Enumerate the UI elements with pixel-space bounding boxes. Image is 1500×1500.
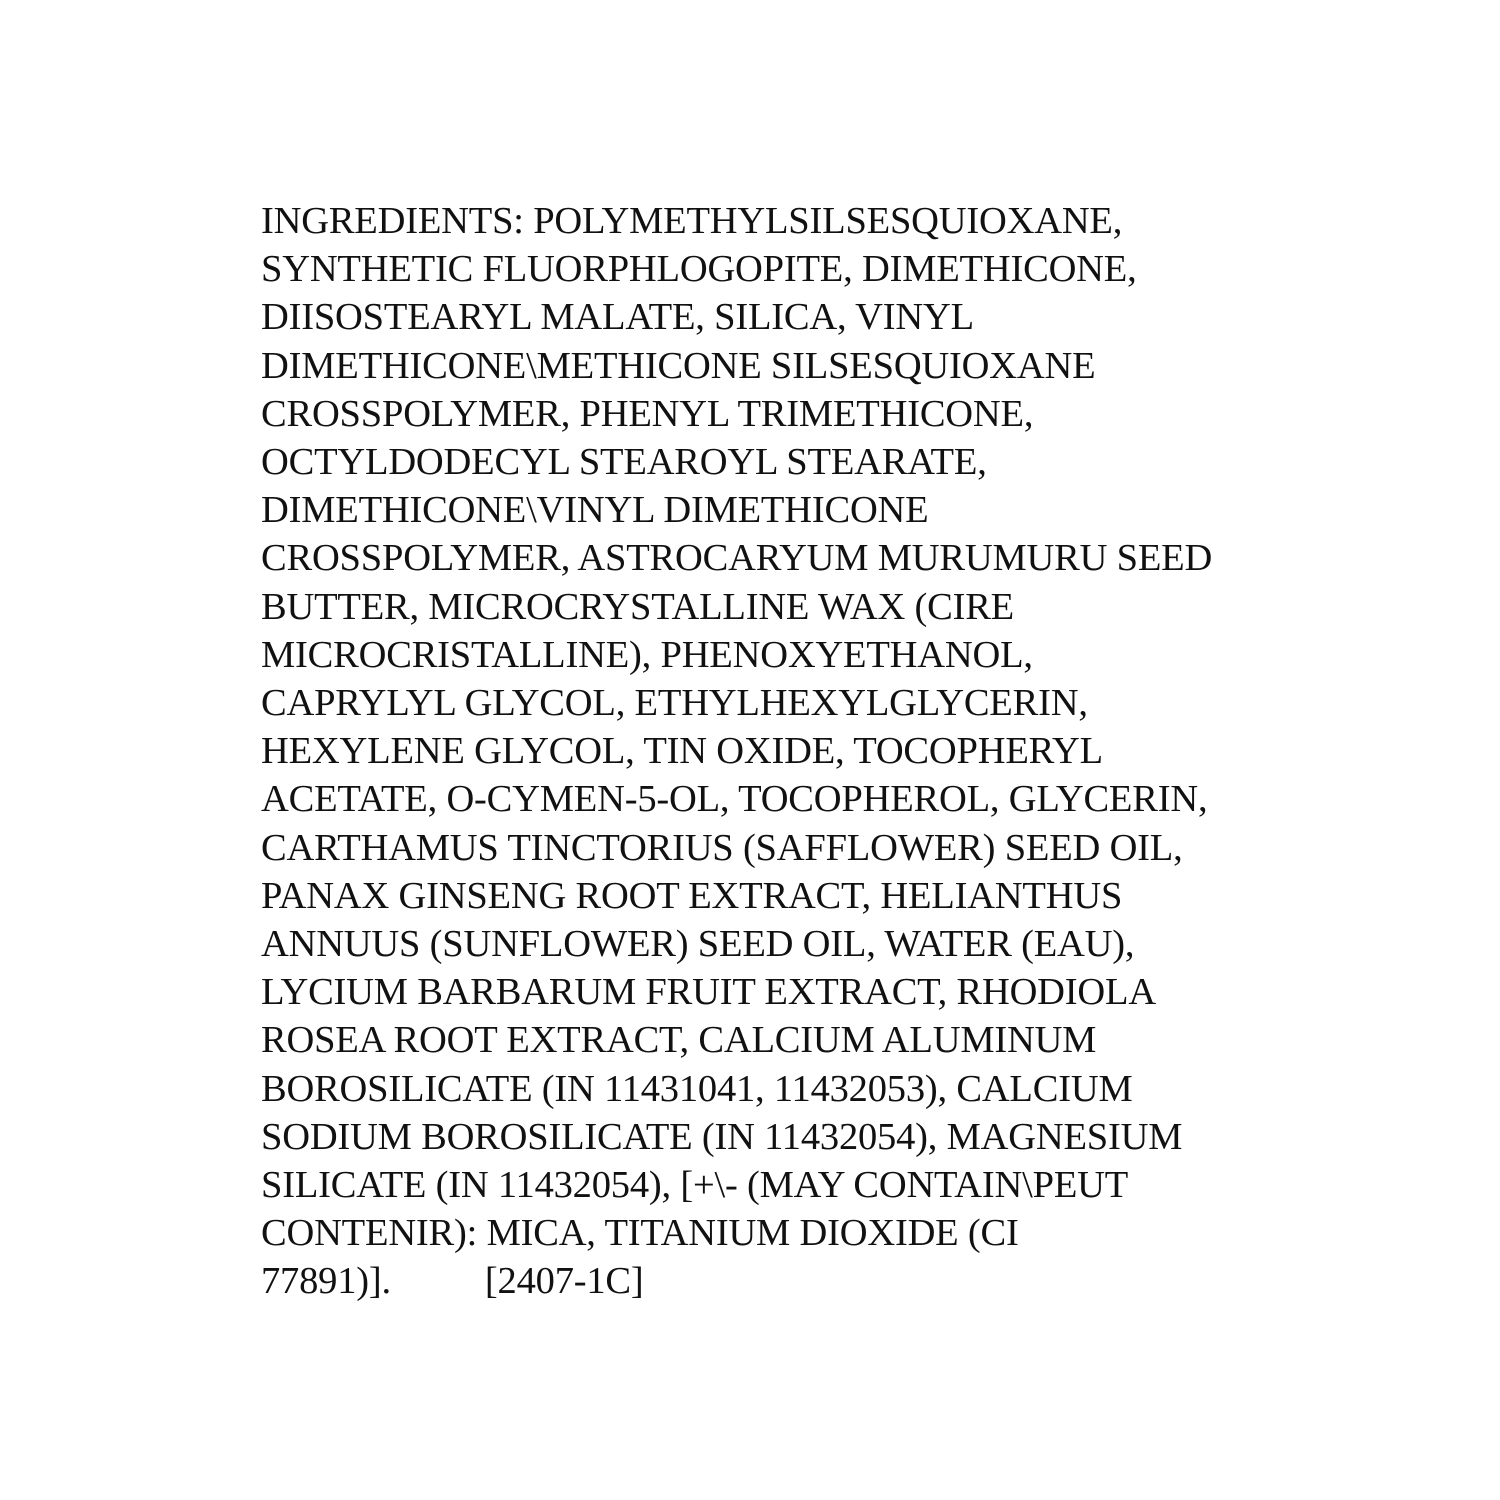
ingredients-line: DIISOSTEARYL MALATE, SILICA, VINYL (261, 296, 974, 339)
ingredients-line: CROSSPOLYMER, PHENYL TRIMETHICONE, (261, 392, 1034, 435)
ingredients-line: MICROCRISTALLINE), PHENOXYETHANOL, (261, 633, 1033, 676)
ingredients-line: ROSEA ROOT EXTRACT, CALCIUM ALUMINUM (261, 1019, 1097, 1062)
ingredients-line: LYCIUM BARBARUM FRUIT EXTRACT, RHODIOLA (261, 971, 1156, 1014)
ingredients-line: SYNTHETIC FLUORPHLOGOPITE, DIMETHICONE, (261, 248, 1137, 291)
ingredients-line: INGREDIENTS: POLYMETHYLSILSESQUIOXANE, (261, 200, 1123, 242)
ingredients-line: HEXYLENE GLYCOL, TIN OXIDE, TOCOPHERYL (261, 730, 1103, 773)
ingredients-list (261, 197, 1361, 1306)
ingredients-line: BOROSILICATE (IN 11431041, 11432053), CALCIUM (261, 1067, 1133, 1110)
ingredients-line: CONTENIR): MICA, TITANIUM DIOXIDE (CI (261, 1212, 1019, 1255)
ingredients-line: PANAX GINSENG ROOT EXTRACT, HELIANTHUS (261, 874, 1123, 917)
ingredients-line: DIMETHICONE\VINYL DIMETHICONE (261, 489, 929, 532)
ingredients-line: BUTTER, MICROCRYSTALLINE WAX (CIRE (261, 585, 1014, 628)
ingredients-line: CARTHAMUS TINCTORIUS (SAFFLOWER) SEED OIL, (261, 826, 1183, 869)
ingredients-last-line (261, 1257, 1361, 1305)
ingredients-line: ACETATE, O-CYMEN-5-OL, TOCOPHEROL, GLYCERIN, (261, 778, 1208, 821)
ingredients-line: DIMETHICONE\METHICONE SILSESQUIOXANE (261, 344, 1096, 387)
ingredients-line: CROSSPOLYMER, ASTROCARYUM MURUMURU SEED (261, 537, 1213, 580)
ingredients-line: OCTYLDODECYL STEAROYL STEARATE, (261, 441, 987, 484)
ingredients-end-text: 77891)]. (261, 1260, 391, 1303)
ingredients-line: CAPRYLYL GLYCOL, ETHYLHEXYLGLYCERIN, (261, 682, 1088, 725)
ingredients-line: SILICATE (IN 11432054), [+\- (MAY CONTAIN\PEUT (261, 1164, 1129, 1207)
ingredients-line: ANNUUS (SUNFLOWER) SEED OIL, WATER (EAU), (261, 923, 1135, 966)
batch-code: [2407-1C] (484, 1260, 644, 1303)
ingredients-line: SODIUM BOROSILICATE (IN 11432054), MAGNESIUM (261, 1115, 1183, 1158)
